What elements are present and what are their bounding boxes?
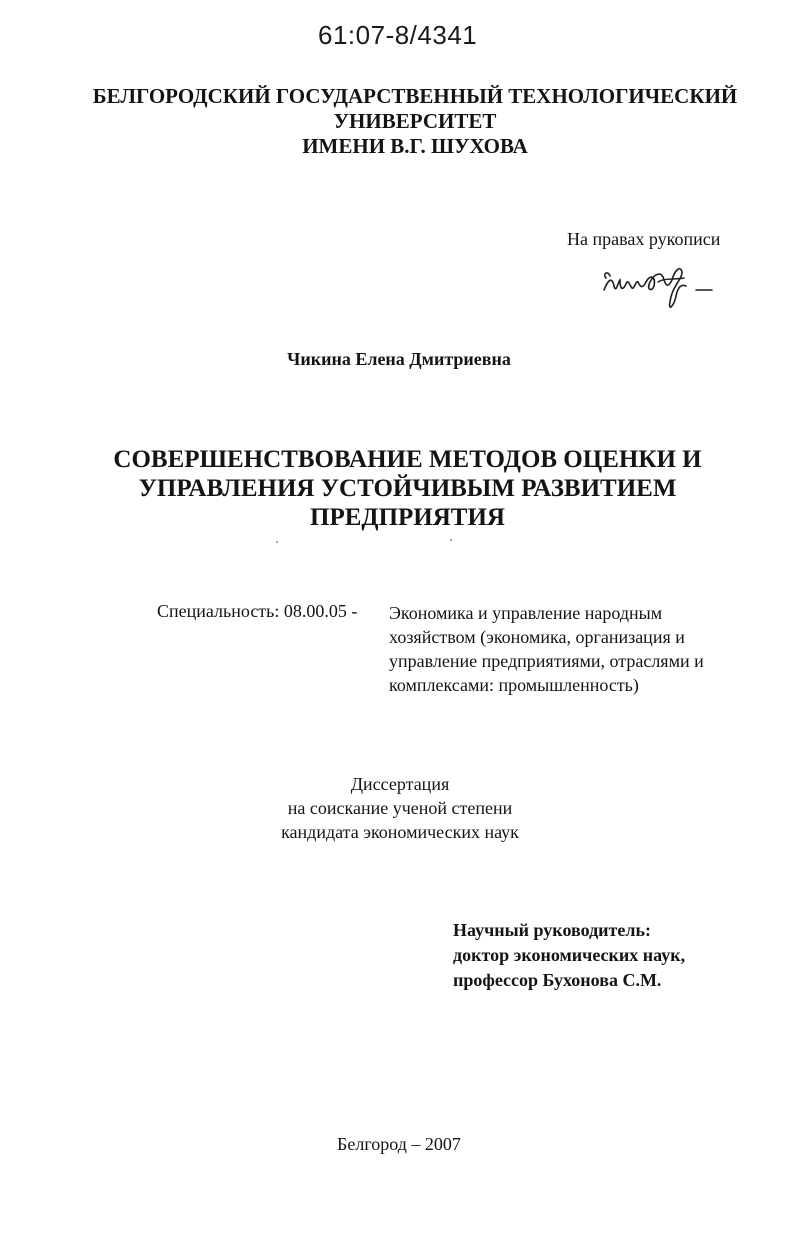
supervisor-line-3: профессор Бухонова С.М. [453, 970, 662, 990]
scan-speck [276, 541, 278, 543]
specialty-line-1: Экономика и управление народным [389, 603, 663, 623]
title-line-1: СОВЕРШЕНСТВОВАНИЕ МЕТОДОВ ОЦЕНКИ И [113, 446, 702, 473]
supervisor-line-1: Научный руководитель: [453, 920, 651, 940]
author-name: Чикина Елена Дмитриевна [287, 349, 511, 369]
scan-speck [450, 539, 452, 541]
degree-line-2: на соискание ученой степени [287, 798, 513, 818]
university-line-3: ИМЕНИ В.Г. ШУХОВА [302, 134, 528, 158]
dissertation-title [60, 445, 755, 532]
university-name [60, 84, 770, 159]
specialty-line-2: хозяйством (экономика, организация и [389, 627, 685, 647]
supervisor-line-2: доктор экономических наук, [453, 945, 686, 965]
specialty-line-4: комплексами: промышленность) [389, 675, 639, 695]
university-line-2: УНИВЕРСИТЕТ [333, 109, 497, 133]
handwritten-signature [598, 256, 718, 316]
call-number: 61:07-8/4341 [318, 20, 478, 50]
specialty-description [389, 601, 769, 697]
specialty-line-3: управление предприятиями, отраслями и [389, 651, 704, 671]
specialty-label: Специальность: 08.00.05 - [157, 601, 358, 621]
manuscript-note: На правах рукописи [567, 229, 721, 249]
title-line-3: ПРЕДПРИЯТИЯ [310, 504, 505, 531]
title-line-2: УПРАВЛЕНИЯ УСТОЙЧИВЫМ РАЗВИТИЕМ [138, 475, 677, 502]
city-year: Белгород – 2007 [337, 1134, 461, 1154]
scientific-supervisor [453, 918, 685, 993]
degree-line-3: кандидата экономических наук [281, 822, 519, 842]
degree-statement [200, 772, 600, 844]
university-line-1: БЕЛГОРОДСКИЙ ГОСУДАРСТВЕННЫЙ ТЕХНОЛОГИЧЕСКИЙ [92, 84, 738, 108]
degree-line-1: Диссертация [350, 774, 450, 794]
